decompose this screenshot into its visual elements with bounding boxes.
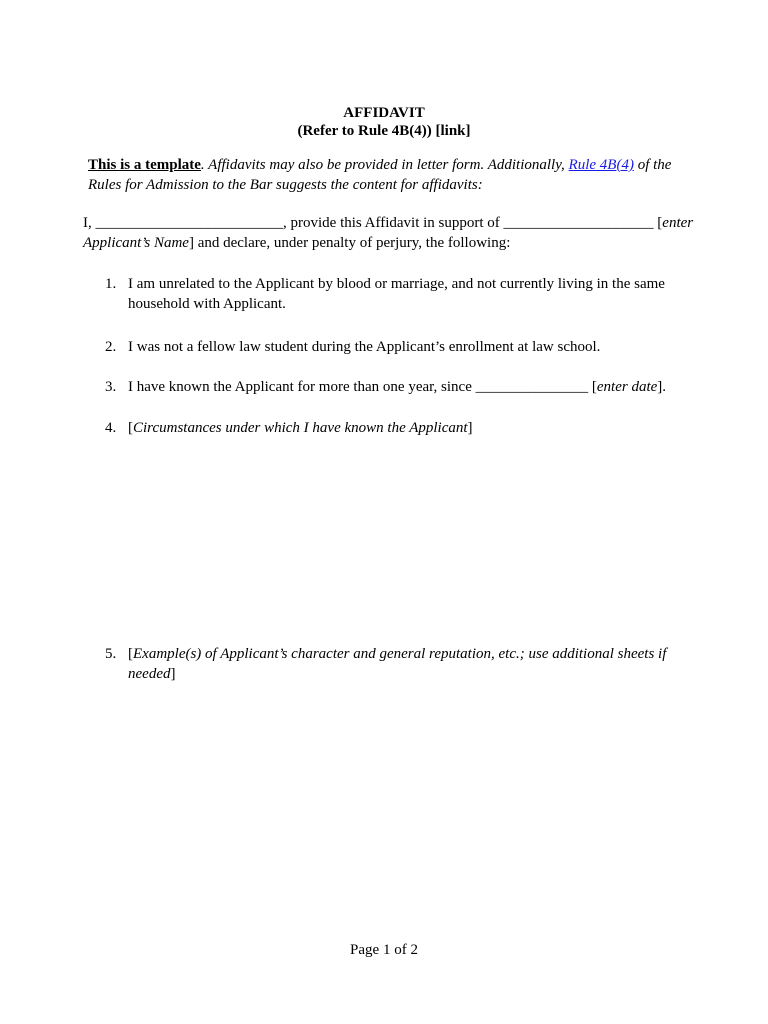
- template-note-text-end: of the Rules for Admission to the Bar suggests the content for affidavits:: [88, 157, 672, 193]
- bracket-open: [: [128, 420, 133, 436]
- bracket-close: ]: [467, 420, 473, 436]
- declaration-text-end: ] and declare, under penalty of perjury, the following:: [188, 235, 511, 251]
- bracket-close: ]: [170, 666, 176, 682]
- list-item-number: 2.: [105, 339, 117, 355]
- character-examples-hint: Example(s) of Applicant’s character and general reputation, etc.; use additional sheets if needed: [128, 646, 667, 682]
- document-subtitle: (Refer to Rule 4B(4)) [link]: [297, 123, 471, 139]
- list-item-text: [128, 377, 683, 397]
- circumstances-hint: Circumstances under which I have known the Applicant: [133, 420, 468, 436]
- template-note-text: . Affidavits may also be provided in letter form. Additionally,: [200, 157, 569, 173]
- rule-4b4-link[interactable]: Rule 4B(4): [568, 157, 634, 173]
- document-title: AFFIDAVIT: [343, 105, 425, 121]
- bracket-open: [: [128, 646, 133, 662]
- document-title-block: [0, 104, 768, 140]
- page-number-footer: Page 1 of 2: [350, 942, 418, 958]
- declaration-paragraph: [83, 213, 703, 253]
- list-item-number: 3.: [105, 379, 117, 395]
- template-note: [88, 155, 688, 195]
- list-item-text: I was not a fellow law student during the Applicant’s enrollment at law school.: [128, 339, 601, 355]
- template-note-lead: This is a template: [88, 157, 201, 173]
- declaration-text: I, _________________________, provide this Affidavit in support of ____________________ [: [83, 215, 663, 231]
- list-item-number: 4.: [105, 420, 117, 436]
- list-item-text: [128, 418, 683, 438]
- applicant-name-hint: enter Applicant’s Name: [83, 215, 694, 251]
- date-hint: enter date: [596, 379, 658, 395]
- date-line-end: ].: [657, 379, 667, 395]
- list-item-number: 1.: [105, 276, 117, 292]
- date-line-text: I have known the Applicant for more than one year, since _______________ [: [128, 379, 597, 395]
- list-item-text: [128, 644, 683, 684]
- list-item-text: I am unrelated to the Applicant by blood or marriage, and not currently living in the same household with Applicant.: [128, 276, 665, 312]
- list-item-number: 5.: [105, 646, 117, 662]
